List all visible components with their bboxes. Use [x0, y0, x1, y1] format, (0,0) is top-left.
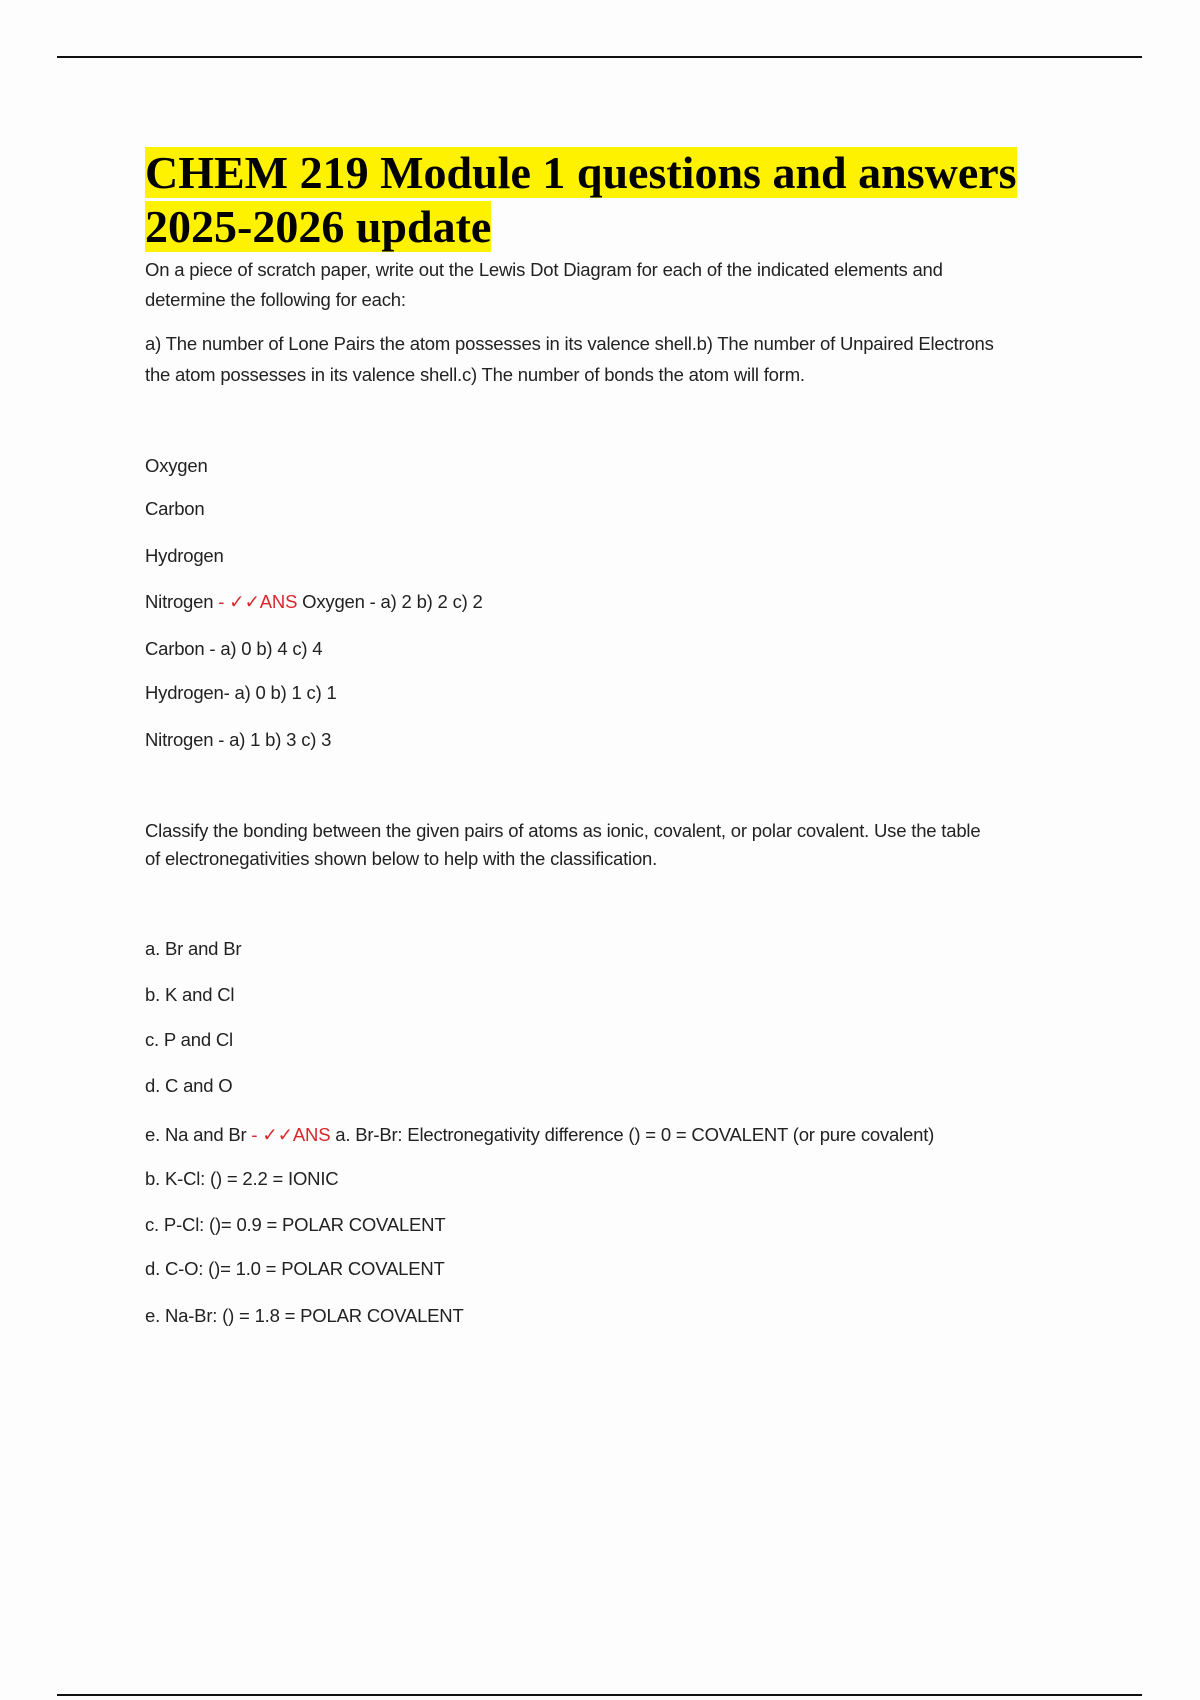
answer-item: b. K-Cl: () = 2.2 = IONIC: [145, 1168, 339, 1189]
pair-item: d. C and O: [145, 1075, 233, 1096]
pair-item: e. Na and Br: [145, 1124, 247, 1145]
element-answer-line: [145, 591, 483, 613]
intro-line: On a piece of scratch paper, write out the Lewis Dot Diagram for each of the indicated elements and: [145, 259, 943, 280]
element-item: Carbon: [145, 498, 205, 519]
pair-item: b. K and Cl: [145, 984, 235, 1005]
pair-answer-line: [145, 1124, 934, 1146]
answer-item: Carbon - a) 0 b) 4 c) 4: [145, 638, 323, 659]
answer-item: Hydrogen- a) 0 b) 1 c) 1: [145, 682, 337, 703]
element-item: Oxygen: [145, 455, 208, 476]
criteria-line: the atom possesses in its valence shell.c) The number of bonds the atom will form.: [145, 364, 805, 385]
answer-item: Nitrogen - a) 1 b) 3 c) 3: [145, 729, 332, 750]
answer-marker: - ✓✓ANS: [246, 1124, 336, 1145]
header-rule: [57, 56, 1142, 58]
footer-rule: [57, 1694, 1142, 1696]
answer-marker: - ✓✓ANS: [213, 591, 303, 612]
intro-line: determine the following for each:: [145, 289, 406, 310]
answer-item: Oxygen - a) 2 b) 2 c) 2: [302, 591, 483, 612]
pair-item: c. P and Cl: [145, 1029, 233, 1050]
document-title: [145, 146, 1145, 254]
answer-item: a. Br-Br: Electronegativity difference () = 0 = COVALENT (or pure covalent): [335, 1124, 935, 1145]
answer-item: e. Na-Br: () = 1.8 = POLAR COVALENT: [145, 1305, 464, 1326]
element-item: Hydrogen: [145, 545, 224, 566]
answer-item: c. P-Cl: ()= 0.9 = POLAR COVALENT: [145, 1214, 446, 1235]
question-line: of electronegativities shown below to help with the classification.: [145, 848, 658, 869]
answer-item: d. C-O: ()= 1.0 = POLAR COVALENT: [145, 1258, 445, 1279]
question-line: Classify the bonding between the given pairs of atoms as ionic, covalent, or polar covalent. Use the table: [145, 820, 981, 841]
element-item: Nitrogen: [145, 591, 214, 612]
title-line-1: CHEM 219 Module 1 questions and answers: [145, 147, 1017, 198]
pair-item: a. Br and Br: [145, 938, 242, 959]
title-line-2: 2025-2026 update: [145, 201, 492, 252]
criteria-line: a) The number of Lone Pairs the atom possesses in its valence shell.b) The number of Unpaired Electrons: [145, 333, 994, 354]
